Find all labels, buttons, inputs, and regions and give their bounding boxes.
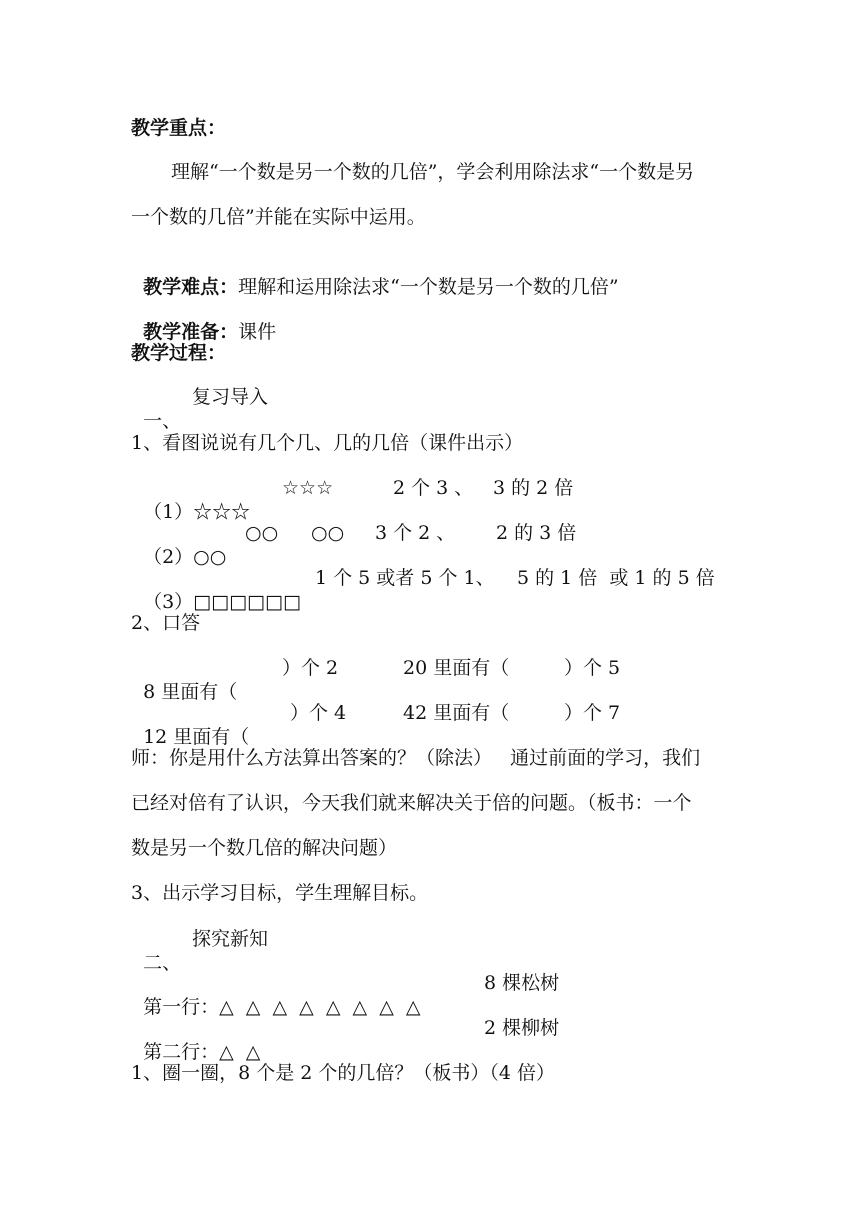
oral-row-2-right-b: ）个 7 — [564, 702, 621, 724]
review-item-2: 2、口答 — [131, 612, 201, 634]
focus-text-line-1: 理解“一个数是另一个数的几倍”，学会利用除法求“一个数是另 — [171, 161, 695, 183]
example-3-label: （3）□□□□□□ — [143, 591, 301, 613]
example-2-group-3: ○○ — [311, 522, 345, 544]
oral-row-2-left-b: ）个 4 — [290, 702, 347, 724]
example-2-group-2: ○○ — [245, 522, 279, 544]
oral-row-2-right-a: 42 里面有（ — [403, 702, 510, 724]
prep-text: 课件 — [238, 321, 277, 343]
difficulty-heading: 教学难点： — [143, 276, 239, 298]
example-2-label: （2）○○ — [143, 546, 227, 568]
section-1-title: 复习导入 — [192, 386, 269, 408]
new-item-1: 1、圈一圈，8 个是 2 个的几倍？（板书）（4 倍） — [131, 1062, 556, 1084]
triangle-row-2-count: 2 棵柳树 — [484, 1017, 560, 1039]
section-2-title: 探究新知 — [192, 928, 269, 950]
focus-text-line-2: 一个数的几倍”并能在实际中运用。 — [131, 206, 426, 228]
review-item-3: 3、出示学习目标，学生理解目标。 — [131, 882, 429, 904]
triangle-row-1-label: 第一行：△ △ △ △ △ △ △ △ — [143, 996, 421, 1018]
process-heading: 教学过程： — [131, 342, 227, 364]
example-1-answer-a: 2 个 3 、 — [393, 477, 474, 499]
oral-row-1-left-a: 8 里面有（ — [143, 681, 238, 703]
prep-heading: 教学准备： — [143, 321, 239, 343]
example-1-answer-b: 3 的 2 倍 — [493, 477, 574, 499]
example-3 — [131, 566, 751, 662]
example-3-answer-b: 5 的 1 倍 或 1 的 5 倍 — [517, 567, 715, 589]
triangle-row-1-count: 8 棵松树 — [484, 972, 560, 994]
oral-row-1-left-b: ）个 2 — [282, 657, 339, 679]
triangle-row-2-label: 第二行：△ △ — [143, 1041, 261, 1063]
section-1-number: 一、 — [143, 410, 182, 432]
teacher-line-2: 已经对倍有了认识，今天我们就来解决关于倍的问题。（板书：一个 — [131, 792, 692, 814]
difficulty-text: 理解和运用除法求“一个数是另一个数的几倍” — [238, 276, 619, 298]
focus-heading: 教学重点： — [131, 117, 227, 139]
prep-line — [131, 296, 276, 344]
oral-row-1-right-b: ）个 5 — [564, 657, 621, 679]
section-2-number: 二、 — [143, 952, 182, 974]
review-item-1: 1、看图说说有几个几、几的几倍（课件出示） — [131, 432, 524, 454]
example-2-answer-a: 3 个 2 、 — [375, 522, 456, 544]
example-3-answer-a: 1 个 5 或者 5 个 1、 — [315, 567, 495, 589]
example-2-answer-b: 2 的 3 倍 — [496, 522, 577, 544]
oral-row-2-left-a: 12 里面有（ — [143, 726, 250, 748]
oral-row-1-right-a: 20 里面有（ — [403, 657, 510, 679]
teacher-line-1: 师：你是用什么方法算出答案的？（除法） 通过前面的学习，我们 — [131, 747, 701, 769]
difficulty-line — [131, 251, 619, 299]
example-1-group-2: ☆☆☆ — [282, 477, 334, 499]
example-1-label: （1）☆☆☆ — [143, 501, 251, 523]
teacher-line-3: 数是另一个数几倍的解决问题） — [131, 837, 398, 859]
